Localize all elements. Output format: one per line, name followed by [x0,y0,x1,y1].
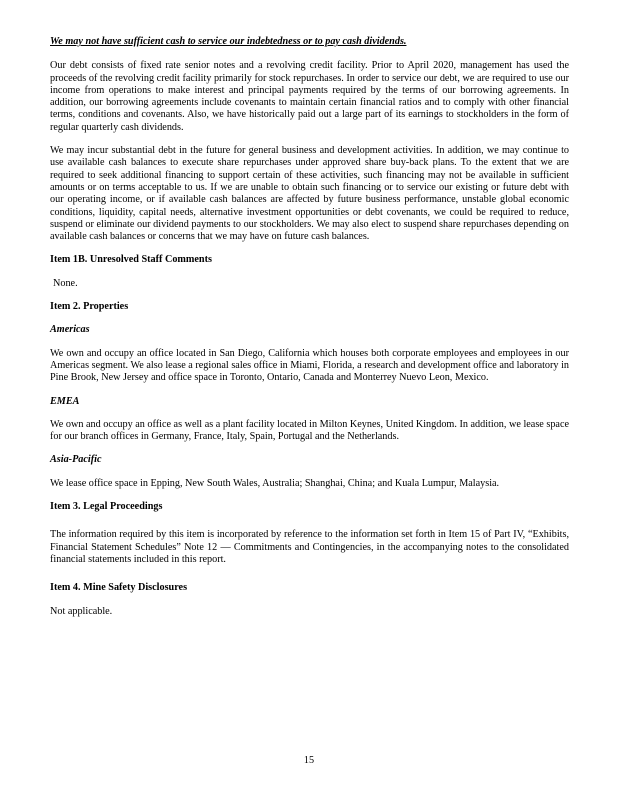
item-2-heading: Item 2. Properties [50,301,129,313]
page-number: 15 [303,755,315,766]
item-3-text: The information required by this item is incorporated by reference to the information set forth in Item 15 of Part IV, “Exhibits, Financial Statement Schedules” Note 12 — Commitments and Contingencies, in the accompanying notes to the consolidated financial statements included in this report. [50,529,569,565]
asia-pacific-heading: Asia-Pacific [50,454,102,466]
americas-heading: Americas [50,324,90,336]
emea-text: We own and occupy an office as well as a plant facility located in Milton Keynes, United Kingdom. In addition, we lease space for our branch offices in Germany, France, Italy, Spain, Portugal and the Netherlands. [50,418,569,443]
risk-factor-heading: We may not have sufficient cash to service our indebtedness or to pay cash dividends. [50,36,407,47]
item-1b-heading: Item 1B. Unresolved Staff Comments [50,254,212,266]
asia-pacific-text: We lease office space in Epping, New South Wales, Australia; Shanghai, China; and Kuala Lumpur, Malaysia. [50,477,500,489]
risk-factor-paragraph-1: Our debt consists of fixed rate senior notes and a revolving credit facility. Prior to April 2020, management has used the proceeds of the revolving credit facility primarily for stock repurchases. In order to service our debt, we are required to use our income from operations to make interest and principal payments required by the terms of our borrowing agreements. In addition, our borrowing agreements include covenants to maintain certain financial ratios and to comply with other financial terms, conditions and covenants. Also, we have historically paid out a large part of its earnings to stockholders in the form of regular quarterly cash dividends. [50,60,569,133]
risk-factor-paragraph-2: We may incur substantial debt in the future for general business and development activities. In addition, we may continue to use available cash balances to execute share repurchases under approved share buy-back plans. To the extent that we are required to seek additional financing to support certain of these activities, such financing may not be available in sufficient amounts or on terms acceptable to us. If we are unable to obtain such financing or to service our existing or future debt with our operating income, or if available cash balances are affected by future business performance, unstable global economic conditions, liquidity, capital needs, alternative investment opportunities or debt covenants, we could be required to reduce, suspend or eliminate our dividend payments to our stockholders. We may also elect to suspend share repurchases depending on available cash balances or concerns that we may have on future cash balances. [50,145,569,243]
item-4-text: Not applicable. [50,605,113,617]
document-page [50,36,569,629]
americas-text: We own and occupy an office located in San Diego, California which houses both corporate employees and employees in our Americas segment. We also lease a regional sales office in Miami, Florida, a research and development office and laboratory in Pine Brook, New Jersey and office space in Toronto, Ontario, Canada and Monterrey Nuevo Leon, Mexico. [50,347,569,384]
item-3-heading: Item 3. Legal Proceedings [50,501,163,513]
emea-heading: EMEA [50,395,80,407]
item-1b-text: None. [53,277,78,289]
item-4-heading: Item 4. Mine Safety Disclosures [50,582,188,594]
